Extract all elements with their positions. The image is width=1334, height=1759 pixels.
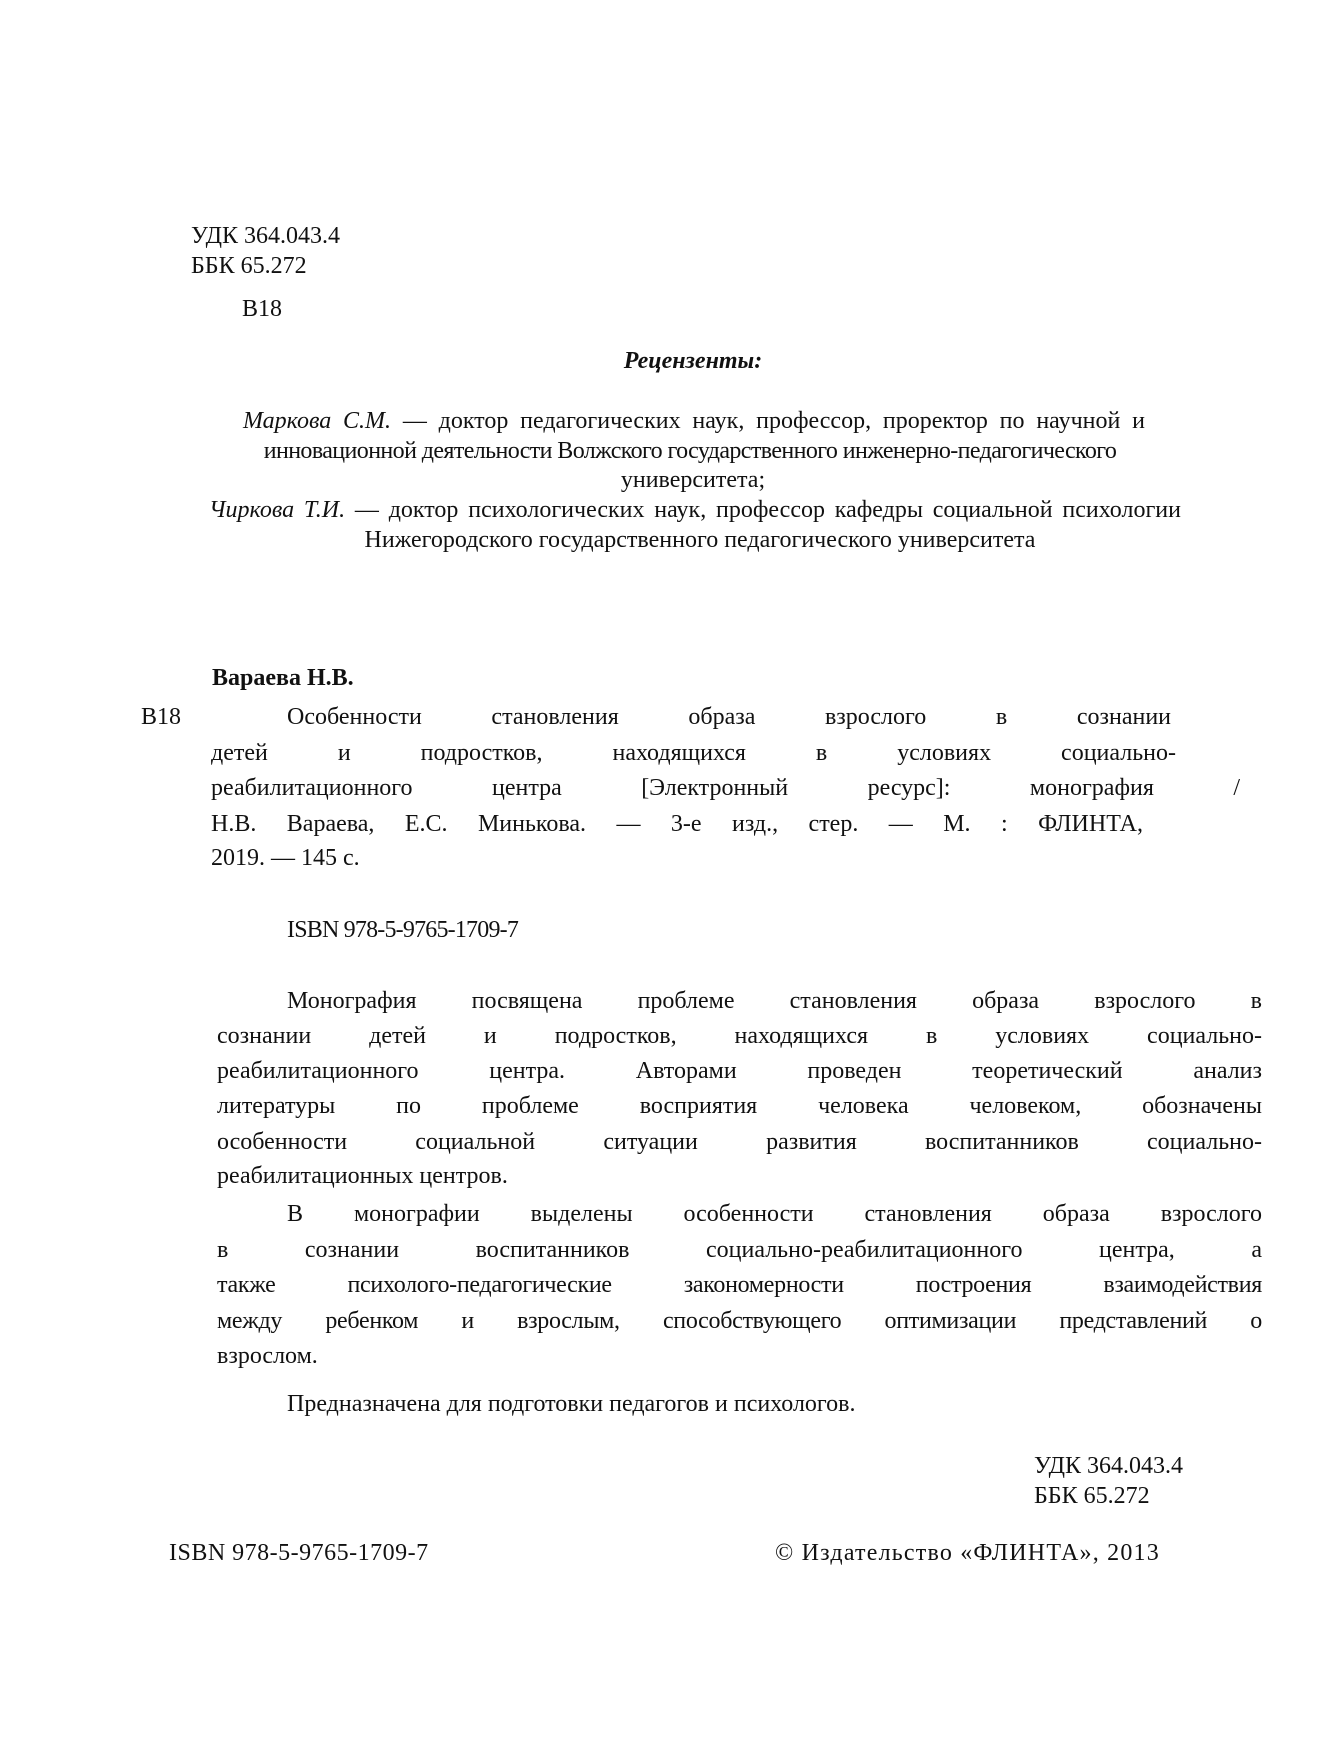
abstract-p1-line: сознании детей и подростков, находящихся в условиях социально-	[217, 1023, 1262, 1049]
reviewer-1-name: Маркова С.М.	[243, 408, 392, 434]
abstract-p1-line: литературы по проблеме восприятия человека человеком, обозначены	[217, 1093, 1262, 1119]
copyright: © Издательство «ФЛИНТА», 2013	[775, 1540, 1160, 1566]
bbk-bottom: ББК 65.272	[1034, 1483, 1150, 1509]
entry-line: реабилитационного центра [Электронный ресурс]: монография /	[211, 775, 1240, 801]
reviewer-2-name: Чиркова Т.И.	[209, 497, 346, 523]
reviewer-2-line-2: Нижегородского государственного педагогического университета	[364, 527, 1036, 553]
abstract-p1-line: Монография посвящена проблеме становления образа взрослого в	[287, 988, 1262, 1014]
entry-author: Вараева Н.В.	[212, 665, 354, 691]
reviewer-1-line-1	[243, 406, 1145, 436]
reviewer-1-line-3: университета;	[620, 467, 766, 493]
abstract-p2-line: в сознании воспитанников социально-реабилитационного центра, а	[217, 1237, 1262, 1263]
reviewer-2-line-1	[209, 495, 1181, 525]
entry-code: В18	[141, 704, 182, 730]
bbk-top: ББК 65.272	[191, 253, 307, 279]
abstract-p3: Предназначена для подготовки педагогов и психологов.	[287, 1391, 856, 1417]
abstract-p2-line: также психолого-педагогические закономерности построения взаимодействия	[217, 1272, 1262, 1298]
abstract-p2-line: В монографии выделены особенности становления образа взрослого	[287, 1201, 1262, 1227]
udk-top: УДК 364.043.4	[191, 223, 340, 249]
entry-line: Особенности становления образа взрослого в сознании	[287, 704, 1171, 730]
abstract-p1-line: реабилитационного центра. Авторами проведен теоретический анализ	[217, 1058, 1262, 1084]
reviewers-title: Рецензенты:	[623, 348, 763, 374]
entry-line: 2019. — 145 с.	[211, 845, 360, 871]
abstract-p1-line: реабилитационных центров.	[217, 1163, 508, 1189]
udk-bottom: УДК 364.043.4	[1034, 1453, 1183, 1479]
reviewer-2-text: — доктор психологических наук, профессор кафедры социальной психологии	[354, 497, 1181, 523]
entry-line: детей и подростков, находящихся в условиях социально-	[211, 740, 1176, 766]
abstract-p1-line: особенности социальной ситуации развития воспитанников социально-	[217, 1129, 1262, 1155]
entry-line: Н.В. Вараева, Е.С. Минькова. — 3-е изд., стер. — М. : ФЛИНТА,	[211, 811, 1143, 837]
isbn-bottom: ISBN 978-5-9765-1709-7	[169, 1540, 429, 1566]
abstract-p2-line: взрослом.	[217, 1343, 318, 1369]
author-code-top: В18	[242, 296, 283, 322]
reviewer-1-text: — доктор педагогических наук, профессор, проректор по научной и	[402, 408, 1145, 434]
entry-isbn: ISBN 978-5-9765-1709-7	[287, 917, 519, 943]
abstract-p2-line: между ребенком и взрослым, способствующего оптимизации представлений о	[217, 1308, 1262, 1334]
reviewer-1-line-2: инновационной деятельности Волжского государственного инженерно-педагогического	[263, 438, 1117, 464]
